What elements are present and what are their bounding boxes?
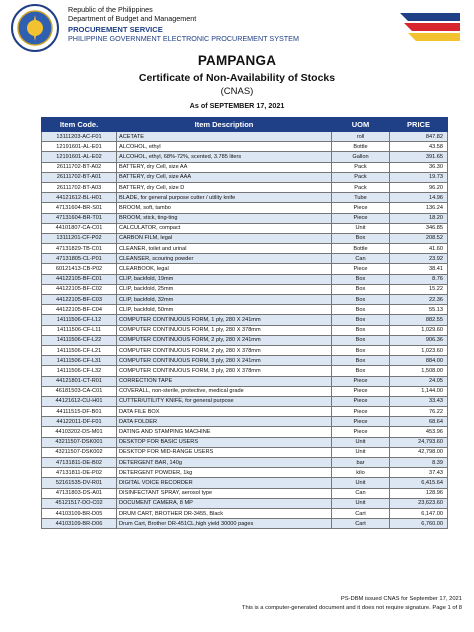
table-row xyxy=(42,478,448,488)
table-row xyxy=(42,335,448,345)
header-item-description: Item Description xyxy=(117,118,332,132)
republic-line: Republic of the Philippines xyxy=(68,5,153,14)
item-description-cell: COMPUTER CONTINUOUS FORM, 2 ply, 280 X 378mm xyxy=(117,345,332,355)
uom-cell: Piece xyxy=(332,376,390,386)
price-cell: 68.64 xyxy=(390,417,448,427)
dbm-seal-icon xyxy=(10,3,60,53)
uom-cell: Pack xyxy=(332,182,390,192)
item-code-cell: 44122105-BF-C03 xyxy=(42,295,117,305)
item-description-cell: CLEANSER, scouring powder xyxy=(117,254,332,264)
uom-cell: Gallon xyxy=(332,152,390,162)
item-code-cell: 26111702-BT-A03 xyxy=(42,182,117,192)
item-description-cell: CLIP, backfold, 32mm xyxy=(117,295,332,305)
uom-cell: Unit xyxy=(332,447,390,457)
price-cell: 42,798.00 xyxy=(390,447,448,457)
uom-cell: roll xyxy=(332,132,390,142)
uom-cell: Bottle xyxy=(332,244,390,254)
item-description-cell: COMPUTER CONTINUOUS FORM, 3 ply, 280 X 241mm xyxy=(117,356,332,366)
item-description-cell: CALCULATOR, compact xyxy=(117,223,332,233)
table-row xyxy=(42,132,448,142)
item-code-cell: 14111506-CF-L31 xyxy=(42,356,117,366)
price-cell: 391.65 xyxy=(390,152,448,162)
item-code-cell: 44122105-BF-C01 xyxy=(42,274,117,284)
uom-cell: Piece xyxy=(332,396,390,406)
price-cell: 847.82 xyxy=(390,132,448,142)
table-row xyxy=(42,142,448,152)
price-cell: 18.20 xyxy=(390,213,448,223)
uom-cell: Box xyxy=(332,356,390,366)
uom-cell: Tube xyxy=(332,193,390,203)
price-cell: 884.00 xyxy=(390,356,448,366)
item-description-cell: COMPUTER CONTINUOUS FORM, 2 ply, 280 X 241mm xyxy=(117,335,332,345)
uom-cell: Piece xyxy=(332,264,390,274)
table-row xyxy=(42,519,448,529)
item-code-cell: 47131811-DE-P02 xyxy=(42,468,117,478)
table-row xyxy=(42,345,448,355)
uom-cell: Box xyxy=(332,366,390,376)
table-row xyxy=(42,468,448,478)
item-code-cell: 13111203-AC-F01 xyxy=(42,132,117,142)
price-cell: 6,147.00 xyxy=(390,508,448,518)
item-description-cell: DRUM CART, BROTHER DR-3455, Black xyxy=(117,508,332,518)
item-code-cell: 46181503-CA-C01 xyxy=(42,386,117,396)
item-description-cell: CLIP, backfold, 25mm xyxy=(117,284,332,294)
letterhead xyxy=(10,3,450,55)
price-cell: 55.13 xyxy=(390,305,448,315)
price-cell: 1,144.00 xyxy=(390,386,448,396)
price-cell: 8.39 xyxy=(390,458,448,468)
item-description-cell: DIGITAL VOICE RECORDER xyxy=(117,478,332,488)
item-code-cell: 44121612-BL-H01 xyxy=(42,193,117,203)
as-of-date: As of SEPTEMBER 17, 2021 xyxy=(189,101,285,110)
price-cell: 1,508.00 xyxy=(390,366,448,376)
uom-cell: Unit xyxy=(332,223,390,233)
table-row xyxy=(42,325,448,335)
item-code-cell: 44122105-BF-C02 xyxy=(42,284,117,294)
table-row xyxy=(42,264,448,274)
footer-note-line: This is a computer-generated document and it does not require signature. Page 1 of 8 xyxy=(241,605,462,611)
table-row xyxy=(42,223,448,233)
item-description-cell: CUTTER/UTILITY KNIFE, for general purpose xyxy=(117,396,332,406)
price-cell: 128.96 xyxy=(390,488,448,498)
table-row xyxy=(42,386,448,396)
price-cell: 1,029.60 xyxy=(390,325,448,335)
table-row xyxy=(42,213,448,223)
table-row xyxy=(42,295,448,305)
item-description-cell: CLEANER, toilet and urinal xyxy=(117,244,332,254)
uom-cell: Pack xyxy=(332,162,390,172)
item-code-cell: 44111515-DF-B01 xyxy=(42,407,117,417)
table-row xyxy=(42,508,448,518)
item-code-cell: 47131604-BR-S01 xyxy=(42,203,117,213)
item-code-cell: 44121612-CU-H01 xyxy=(42,396,117,406)
item-description-cell: DESKTOP FOR MID-RANGE USERS xyxy=(117,447,332,457)
item-code-cell: 44103202-DS-M01 xyxy=(42,427,117,437)
item-description-cell: BATTERY, dry Cell, size AAA xyxy=(117,172,332,182)
uom-cell: Box xyxy=(332,325,390,335)
table-row xyxy=(42,254,448,264)
header-item-code: Item Code. xyxy=(42,118,117,132)
uom-cell: Cart xyxy=(332,508,390,518)
price-cell: 136.24 xyxy=(390,203,448,213)
price-cell: 22.36 xyxy=(390,295,448,305)
header-uom: UOM xyxy=(332,118,390,132)
stock-table xyxy=(41,117,448,529)
item-description-cell: CLIP, backfold, 19mm xyxy=(117,274,332,284)
item-description-cell: COMPUTER CONTINUOUS FORM, 1 ply, 280 X 378mm xyxy=(117,325,332,335)
table-row xyxy=(42,356,448,366)
table-row xyxy=(42,274,448,284)
item-description-cell: DATA FILE BOX xyxy=(117,407,332,417)
price-cell: 1,023.60 xyxy=(390,345,448,355)
uom-cell: Box xyxy=(332,295,390,305)
item-description-cell: DOCUMENT CAMERA, 8 MP xyxy=(117,498,332,508)
item-description-cell: CLIP, backfold, 50mm xyxy=(117,305,332,315)
item-description-cell: DATING AND STAMPING MACHINE xyxy=(117,427,332,437)
item-code-cell: 26111702-BT-A01 xyxy=(42,172,117,182)
item-code-cell: 44122011-DF-F01 xyxy=(42,417,117,427)
price-cell: 23,623.60 xyxy=(390,498,448,508)
item-description-cell: DATA FOLDER xyxy=(117,417,332,427)
item-code-cell: 14111506-CF-L22 xyxy=(42,335,117,345)
item-code-cell: 44101807-CA-C01 xyxy=(42,223,117,233)
uom-cell: Piece xyxy=(332,213,390,223)
uom-cell: Unit xyxy=(332,478,390,488)
item-code-cell: 47131803-DS-A01 xyxy=(42,488,117,498)
item-description-cell: CORRECTION TAPE xyxy=(117,376,332,386)
philgeps-line: PHILIPPINE GOVERNMENT ELECTRONIC PROCUREMENT SYSTEM xyxy=(68,34,299,43)
price-cell: 43.58 xyxy=(390,142,448,152)
item-code-cell: 14111506-CF-L21 xyxy=(42,345,117,355)
table-row xyxy=(42,182,448,192)
table-row xyxy=(42,427,448,437)
certificate-abbreviation: (CNAS) xyxy=(220,86,254,97)
province-title: PAMPANGA xyxy=(197,53,277,68)
table-header-row xyxy=(42,118,448,132)
item-description-cell: BATTERY, dry Cell, size AA xyxy=(117,162,332,172)
table-row xyxy=(42,447,448,457)
organization-block xyxy=(68,5,299,43)
price-cell: 33.43 xyxy=(390,396,448,406)
price-cell: 96.20 xyxy=(390,182,448,192)
price-cell: 453.96 xyxy=(390,427,448,437)
price-cell: 346.85 xyxy=(390,223,448,233)
uom-cell: Box xyxy=(332,305,390,315)
item-code-cell: 47131811-DE-B02 xyxy=(42,458,117,468)
price-cell: 24,793.60 xyxy=(390,437,448,447)
item-description-cell: CLEARBOOK, legal xyxy=(117,264,332,274)
item-code-cell: 44121801-CT-R01 xyxy=(42,376,117,386)
item-code-cell: 12191601-AL-E01 xyxy=(42,142,117,152)
procurement-service-line: PROCUREMENT SERVICE xyxy=(68,25,163,34)
price-cell: 36.30 xyxy=(390,162,448,172)
uom-cell: Bottle xyxy=(332,142,390,152)
item-description-cell: BROOM, soft, tambo xyxy=(117,203,332,213)
item-description-cell: CARBON FILM, legal xyxy=(117,233,332,243)
table-row xyxy=(42,233,448,243)
item-description-cell: Drum Cart, Brother DR-451CL,high yield 30000 pages xyxy=(117,519,332,529)
table-row xyxy=(42,458,448,468)
item-code-cell: 26111702-BT-A02 xyxy=(42,162,117,172)
price-cell: 15.22 xyxy=(390,284,448,294)
uom-cell: Piece xyxy=(332,417,390,427)
item-description-cell: ACETATE xyxy=(117,132,332,142)
item-code-cell: 47131829-TB-C01 xyxy=(42,244,117,254)
item-description-cell: COMPUTER CONTINUOUS FORM, 1 ply, 280 X 241mm xyxy=(117,315,332,325)
price-cell: 208.52 xyxy=(390,233,448,243)
item-code-cell: 12191601-AL-E02 xyxy=(42,152,117,162)
uom-cell: Piece xyxy=(332,427,390,437)
uom-cell: Unit xyxy=(332,498,390,508)
item-description-cell: DETERGENT BAR, 140g xyxy=(117,458,332,468)
item-description-cell: BROOM, stick, ting-ting xyxy=(117,213,332,223)
department-line: Department of Budget and Management xyxy=(68,14,197,23)
uom-cell: Piece xyxy=(332,203,390,213)
item-code-cell: 44103109-BR-D05 xyxy=(42,508,117,518)
table-row xyxy=(42,203,448,213)
table-row xyxy=(42,284,448,294)
item-code-cell: 44122105-BF-C04 xyxy=(42,305,117,315)
price-cell: 882.55 xyxy=(390,315,448,325)
uom-cell: Can xyxy=(332,488,390,498)
footer xyxy=(242,595,462,613)
table-row xyxy=(42,417,448,427)
uom-cell: bar xyxy=(332,458,390,468)
table-body xyxy=(42,132,448,529)
table-row xyxy=(42,376,448,386)
table-row xyxy=(42,407,448,417)
uom-cell: Cart xyxy=(332,519,390,529)
item-description-cell: DESKTOP FOR BASIC USERS xyxy=(117,437,332,447)
uom-cell: Can xyxy=(332,254,390,264)
certificate-title: Certificate of Non-Availability of Stocks xyxy=(138,72,336,84)
item-description-cell: COMPUTER CONTINUOUS FORM, 3 ply, 280 X 378mm xyxy=(117,366,332,376)
item-code-cell: 52161535-DV-R01 xyxy=(42,478,117,488)
table-row xyxy=(42,244,448,254)
uom-cell: Box xyxy=(332,284,390,294)
price-cell: 6,760.00 xyxy=(390,519,448,529)
item-code-cell: 14111506-CF-L32 xyxy=(42,366,117,376)
header-price: PRICE xyxy=(390,118,448,132)
uom-cell: Box xyxy=(332,233,390,243)
item-code-cell: 43211507-DSK002 xyxy=(42,447,117,457)
price-cell: 38.41 xyxy=(390,264,448,274)
price-cell: 906.36 xyxy=(390,335,448,345)
table-row xyxy=(42,437,448,447)
table-row xyxy=(42,305,448,315)
table-row xyxy=(42,366,448,376)
item-code-cell: 14111506-CF-L11 xyxy=(42,325,117,335)
price-cell: 14.96 xyxy=(390,193,448,203)
table-row xyxy=(42,498,448,508)
item-description-cell: DISINFECTANT SPRAY, aerosol type xyxy=(117,488,332,498)
item-description-cell: ALCOHOL, ethyl xyxy=(117,142,332,152)
price-cell: 6,415.64 xyxy=(390,478,448,488)
price-cell: 23.92 xyxy=(390,254,448,264)
table-row xyxy=(42,172,448,182)
item-description-cell: BATTERY, dry Cell, size D xyxy=(117,182,332,192)
uom-cell: Piece xyxy=(332,407,390,417)
item-code-cell: 47131805-CL-P01 xyxy=(42,254,117,264)
price-cell: 24.05 xyxy=(390,376,448,386)
footer-issued-line: PS-DBM issued CNAS for September 17, 2021 xyxy=(340,596,462,602)
item-description-cell: ALCOHOL, ethyl, 68%-72%, scented, 3.785 liters xyxy=(117,152,332,162)
table-row xyxy=(42,396,448,406)
item-code-cell: 13111201-CF-P02 xyxy=(42,233,117,243)
item-code-cell: 45121517-DO-C02 xyxy=(42,498,117,508)
price-cell: 41.60 xyxy=(390,244,448,254)
uom-cell: Box xyxy=(332,345,390,355)
item-description-cell: BLADE, for general purpose cutter / utility knife xyxy=(117,193,332,203)
ps-logo-icon xyxy=(390,9,460,45)
item-description-cell: COVERALL, non-sterile, protective, medical grade xyxy=(117,386,332,396)
table-row xyxy=(42,193,448,203)
price-cell: 8.76 xyxy=(390,274,448,284)
table-row xyxy=(42,152,448,162)
price-cell: 37.43 xyxy=(390,468,448,478)
price-cell: 76.22 xyxy=(390,407,448,417)
uom-cell: Unit xyxy=(332,437,390,447)
table-row xyxy=(42,315,448,325)
item-code-cell: 44103109-BR-D06 xyxy=(42,519,117,529)
uom-cell: Piece xyxy=(332,386,390,396)
uom-cell: Box xyxy=(332,315,390,325)
uom-cell: Box xyxy=(332,274,390,284)
uom-cell: Pack xyxy=(332,172,390,182)
table-row xyxy=(42,162,448,172)
uom-cell: Box xyxy=(332,335,390,345)
item-code-cell: 14111506-CF-L12 xyxy=(42,315,117,325)
item-description-cell: DETERGENT POWDER, 1kg xyxy=(117,468,332,478)
item-code-cell: 60121413-CB-P02 xyxy=(42,264,117,274)
item-code-cell: 47131604-BR-T01 xyxy=(42,213,117,223)
uom-cell: kilo xyxy=(332,468,390,478)
table-row xyxy=(42,488,448,498)
item-code-cell: 43211507-DSK001 xyxy=(42,437,117,447)
price-cell: 19.73 xyxy=(390,172,448,182)
